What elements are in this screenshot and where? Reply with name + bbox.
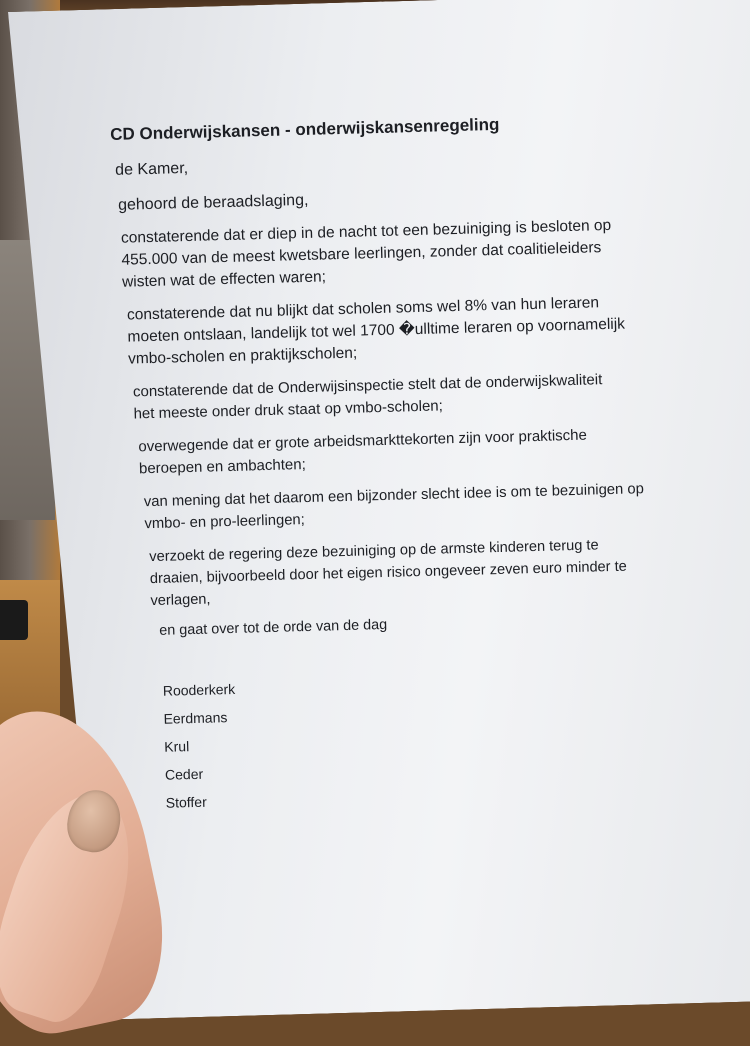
paragraph-line: moeten ontslaan, landelijk tot wel 1700 �ulltime leraren op voornamelijk — [127, 315, 626, 346]
motion-document — [110, 109, 728, 817]
paragraph-line: constaterende dat nu blijkt dat scholen soms wel 8% van hun leraren — [126, 294, 600, 324]
paragraph-line: constaterende dat er diep in de nacht tot een bezuiniging is besloten op — [120, 216, 612, 247]
paragraph-line: constaterende dat de Onderwijsinspectie stelt dat de onderwijskwaliteit — [132, 371, 603, 401]
heard-line: gehoord de beraadslaging, — [117, 191, 309, 214]
signer-name: Stoffer — [165, 793, 207, 811]
document-title: CD Onderwijskansen - onderwijskansenregeling — [110, 114, 500, 144]
paragraph-line: beroepen en ambachten; — [138, 455, 306, 478]
paragraph-6 — [149, 531, 723, 612]
signer-list — [162, 662, 727, 817]
background-phone — [0, 600, 28, 640]
closing-line: en gaat over tot de orde van de dag — [159, 616, 388, 639]
paragraph-line: 455.000 van de meest kwetsbare leerlingen, zonder dat coalitieleiders — [121, 239, 602, 269]
paragraph-1 — [121, 212, 715, 293]
paragraph-line: van mening dat het daarom een bijzonder slecht idee is om te bezuinigen op — [143, 481, 645, 511]
paragraph-line: verzoekt de regering deze bezuiniging op de armste kinderen terug te — [149, 537, 599, 566]
signer-name: Krul — [164, 738, 190, 755]
paragraph-2 — [127, 289, 717, 370]
paragraph-4 — [138, 421, 719, 480]
paragraph-line: vmbo- en pro-leerlingen; — [144, 512, 306, 533]
addressee: de Kamer, — [114, 159, 189, 179]
paragraph-line: vmbo-scholen en praktijkscholen; — [127, 344, 358, 368]
signer-name: Eerdmans — [163, 709, 228, 727]
paragraph-line: draaien, bijvoorbeeld door het eigen risico ongeveer zeven euro minder te — [149, 558, 627, 588]
signer-name: Rooderkerk — [162, 680, 236, 699]
paragraph-line: het meeste onder druk staat op vmbo-scholen; — [133, 397, 444, 423]
paragraph-line: verlagen, — [150, 591, 211, 610]
signer-name: Ceder — [164, 765, 204, 783]
paragraph-line: overwegende dat er grote arbeidsmarkttekorten zijn voor praktische — [138, 426, 588, 456]
paragraph-3 — [133, 366, 718, 425]
paragraph-5 — [144, 476, 721, 535]
paragraph-line: wisten wat de effecten waren; — [121, 268, 327, 291]
